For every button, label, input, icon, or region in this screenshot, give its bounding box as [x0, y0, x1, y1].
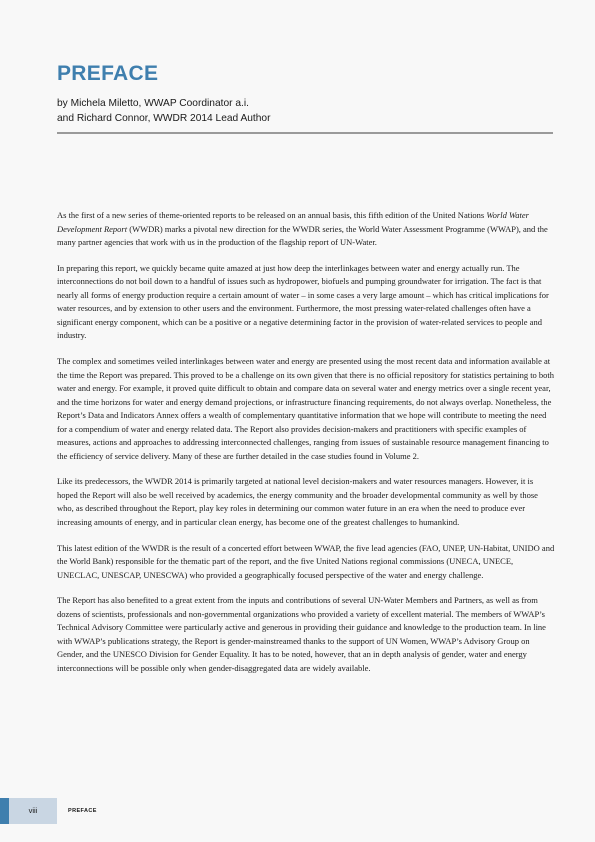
paragraph-1-end: (WWDR) marks a pivotal new direction for the WWDR series, the World Water Assessment Programme (WWAP), and the many partner agencies that work with us in the production of the flagship report of UN-Water. [57, 223, 548, 247]
page-number: viii [9, 798, 57, 824]
footer-accent-bar [0, 798, 9, 824]
preface-body [57, 209, 555, 688]
byline-line-1: by Michela Miletto, WWAP Coordinator a.i. [57, 98, 249, 109]
paragraph-1 [57, 209, 555, 250]
paragraph-3: The complex and sometimes veiled interlinkages between water and energy are presented using the most recent data and information available at the time the Report was prepared. This proved to be a challenge on its own given that there is no official repository for statistics pertaining to both water and energy. For example, it proved quite difficult to obtain and compare data on several water and energy metrics over a single recent year, and the time horizons for water and energy demand projections, or infrastructure financing requirements, do not always overlap. Nonetheless, the Report’s Data and Indicators Annex offers a wealth of complementary quantitative information that we hope will contribute to meeting the need for a compendium of water and energy related data. The Report also provides decision-makers and practitioners with specific examples of measures, actions and approaches to addressing interconnected challenges, ranging from issues of sustainable resource management financing to the efficiency of service delivery. Many of these are further detailed in the case studies found in Volume 2. [57, 356, 555, 461]
paragraph-4: Like its predecessors, the WWDR 2014 is primarily targeted at national level decision-makers and water resources managers. However, it is hoped the Report will also be well received by academics, the energy community and the broader developmental community as well by those who, as described throughout the Report, play key roles in determining our common water future in an era when the need to produce ever increasing amounts of energy, and in particular clean energy, has become one of the greatest challenges to humankind. [57, 476, 538, 527]
paragraph-5: This latest edition of the WWDR is the result of a concerted effort between WWAP, the five lead agencies (FAO, UNEP, UN-Habitat, UNIDO and the World Bank) responsible for the thematic part of the report, and the five United Nations regional commissions (UNECA, UNECE, UNECLAC, UNESCAP, UNESCWA) who provided a geographically focused perspective of the water and energy challenge. [57, 542, 555, 580]
paragraph-1-start: As the first of a new series of theme-oriented reports to be released on an annual basis, this fifth edition of the United Nations [57, 210, 487, 220]
byline [57, 96, 271, 126]
report-title-italic: World Water Development Report [57, 210, 529, 234]
paragraph-6: The Report has also benefited to a great extent from the inputs and contributions of several UN-Water Members and Partners, as well as from dozens of scientists, professionals and non-governmental organizations who provided a variety of excellent material. The members of WWAP’s Technical Advisory Committee were particularly active and generous in providing their guidance and knowledge to the production team. In line with WWAP’s publications strategy, the Report is gender-mainstreamed thanks to the support of UN Women, WWAP’s Advisory Group on Gender, and the UNESCO Division for Gender Equality. It has to be noted, however, that an in depth analysis of gender, water and energy interconnections will be possible only when gender-disaggregated data are widely available. [57, 595, 546, 673]
paragraph-2: In preparing this report, we quickly became quite amazed at just how deep the interlinkages between water and energy actually run. The interconnections do not boil down to a handful of issues such as hydropower, biofuels and pumping groundwater for irrigation. The fact is that nearly all forms of energy production require a certain amount of water – in some cases a very large amount – which has critical implications for water resources, and by extension to other users and the environment. Furthermore, the most pressing water-related challenges often have a significant energy component, which can be a positive or a negative determining factor in the provision of water-related services to people and industry. [57, 262, 549, 341]
page-title: PREFACE [57, 62, 159, 85]
header-divider [57, 132, 553, 134]
byline-line-2: and Richard Connor, WWDR 2014 Lead Author [57, 113, 271, 124]
footer-section-label: PREFACE [68, 808, 97, 814]
